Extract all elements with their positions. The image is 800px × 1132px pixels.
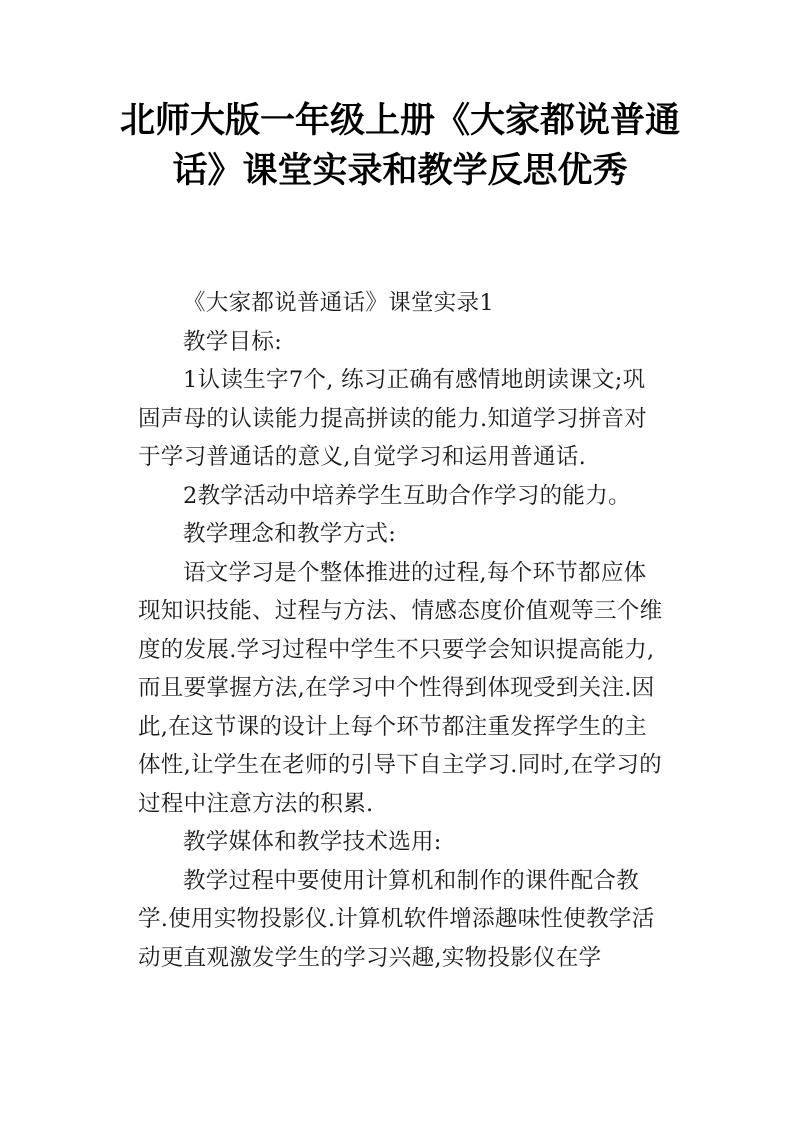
paragraph: 教学目标: [183, 328, 283, 355]
paragraph: 语文学习是个整体推进的过程,每个环节都应体现知识技能、过程与方法、情感态度价值观等三个维度的发展.学习过程中学生不只要学会知识提高能力,而且要掌握方法,在学习中个性得到体现受到关注.因此,在这节课的设计上每个环节都注重发挥学生的主体性,让学生在老师的引导下自主学习.同时,在学习的过程中注意方法的积累. [138, 559, 663, 817]
paragraph: 教学过程中要使用计算机和制作的课件配合教学.使用实物投影仪.计算机软件增添趣味性使教学活动更直观激发学生的学习兴趣,实物投影仪在学 [138, 867, 655, 971]
paragraph: 教学媒体和教学技术选用: [183, 829, 442, 855]
document-body [138, 284, 668, 977]
paragraph: 1认读生字7个, 练习正确有感情地朗读课文;巩固声母的认读能力提高拼读的能力.知道学习拼音对于学习普通话的意义,自觉学习和运用普通话. [138, 367, 648, 470]
paragraph: 教学理念和教学方式: [183, 521, 397, 547]
document-title: 北师大版一年级上册《大家都说普通话》课堂实录和教学反思优秀 [119, 101, 680, 191]
section-heading: 《大家都说普通话》课堂实录1 [183, 290, 495, 316]
paragraph: 2教学活动中培养学生互助合作学习的能力。 [183, 482, 631, 509]
